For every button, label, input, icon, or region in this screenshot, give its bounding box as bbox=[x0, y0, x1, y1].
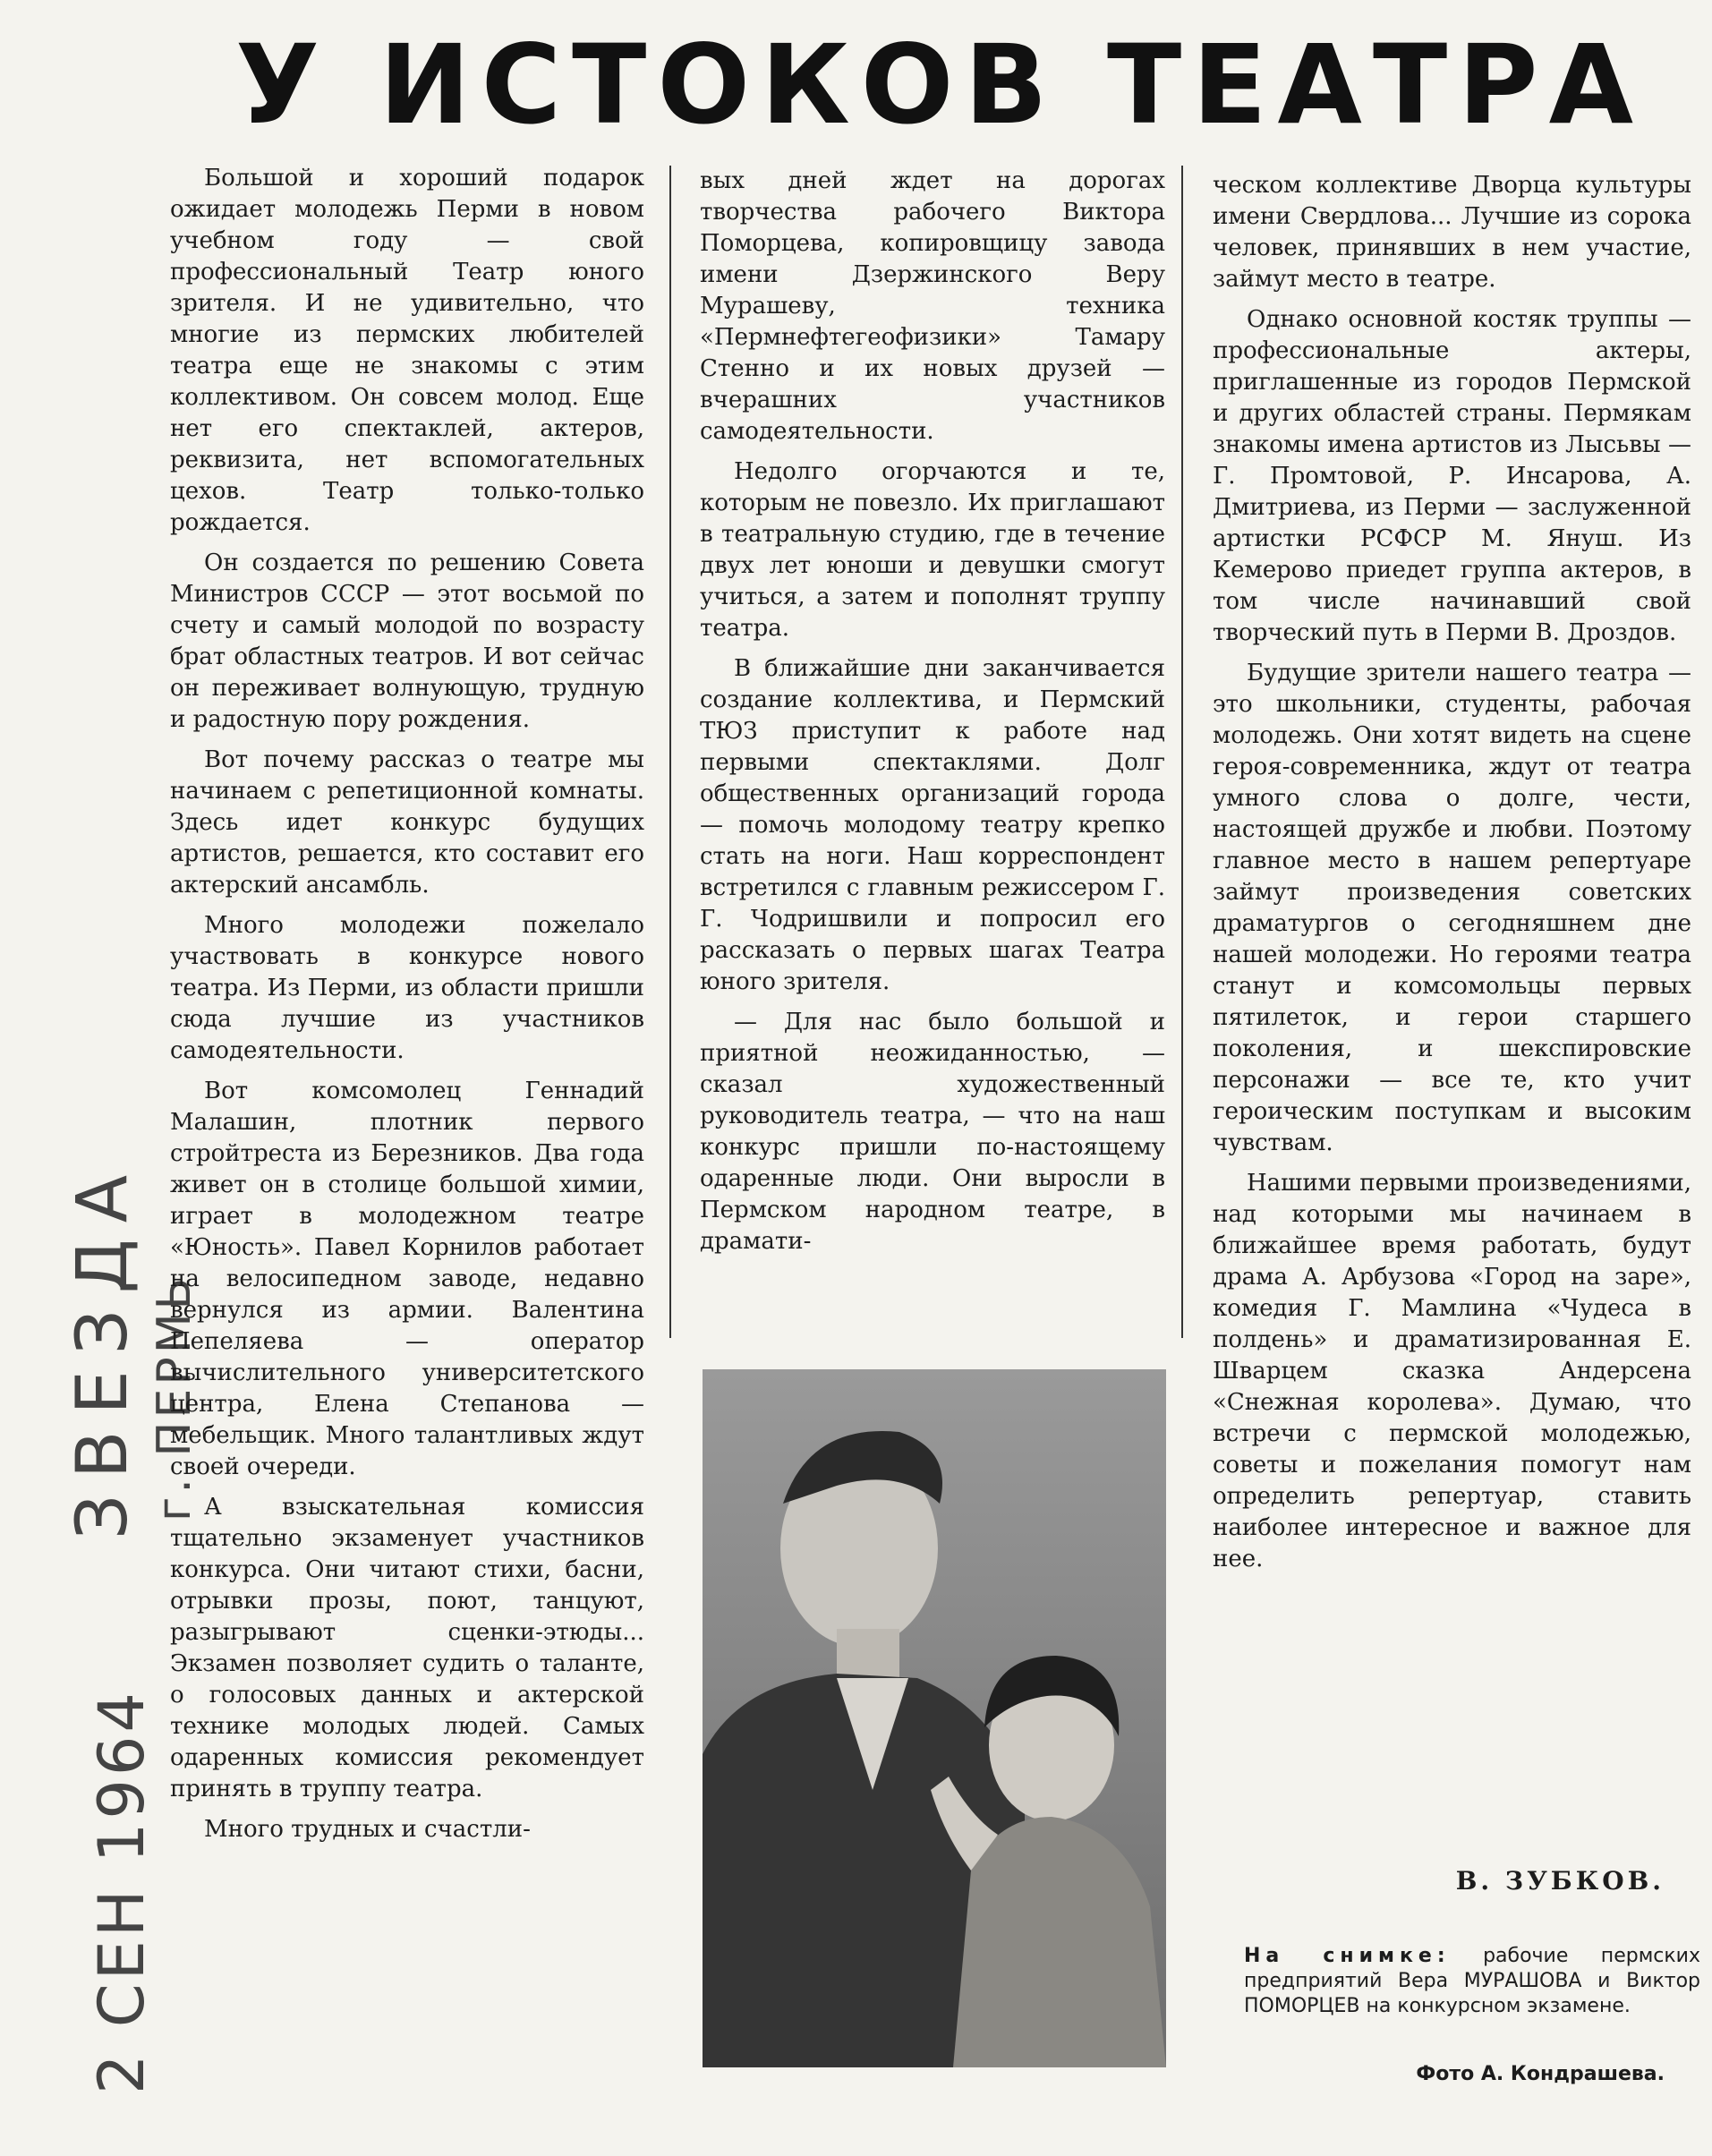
article-photo bbox=[703, 1369, 1166, 2067]
paragraph: Вот комсомолец Геннадий Малашин, плотник первого стройтреста из Березников. Два года живет он в столице большой химии, играет в молодежном театре «Юность». Павел Корнилов работает на велосипедном заводе, недавно вернулся из армии. Валентина Пепеляева — оператор вычислительного университетского центра, Елена Степанова — мебельщик. Много талантливых ждут своей очереди. bbox=[170, 1078, 644, 1480]
paragraph: вых дней ждет на дорогах творчества рабочего Виктора Поморцева, копировщицу завода имени Дзержинского Веру Мурашеву, техника «Пермнефтегеофизики» Тамару Стенно и их новых друзей — вчерашних участников самодеятельности. bbox=[700, 167, 1165, 445]
article-column-3 bbox=[1213, 170, 1691, 1584]
paragraph: ческом коллективе Дворца культуры имени Свердлова... Лучшие из сорока человек, принявших в нем участие, займут место в театре. bbox=[1213, 172, 1691, 293]
paragraph: Много трудных и счастли- bbox=[204, 1816, 531, 1843]
paragraph: В ближайшие дни заканчивается создание коллектива, и Пермский ТЮЗ приступит к работе над первыми спектаклями. Долг общественных организаций города — помочь молодому театру крепко стать на ноги. Наш корреспондент встретился с главным режиссером Г. Г. Чодришвили и попросил его рассказать о первых шагах Театра юного зрителя. bbox=[700, 655, 1165, 995]
headline: У ИСТОКОВ ТЕАТРА bbox=[234, 21, 1645, 149]
caption-lead: На снимке: bbox=[1244, 1945, 1451, 1967]
photo-caption bbox=[1244, 1944, 1700, 2019]
paragraph: Много молодежи пожелало участвовать в конкурсе нового театра. Из Перми, из области пришли сюда лучшие из участников самодеятельности. bbox=[170, 912, 644, 1064]
caption-text: рабочие пермских предприятий Вера МУРАШОВА и Виктор ПОМОРЦЕВ на конкурсном экзамене. bbox=[1244, 1945, 1700, 2017]
paragraph: Большой и хороший подарок ожидает молодежь Перми в новом учебном году — свой профессиональный Театр юного зрителя. И не удивительно, что многие из пермских любителей театра еще не знакомы с этим коллективом. Он совсем молод. Еще нет его спектаклей, актеров, реквизита, нет вспомогательных цехов. Театр только-только рождается. bbox=[170, 165, 644, 536]
newspaper-stamp bbox=[63, 1158, 201, 2130]
article-column-1 bbox=[170, 163, 644, 1854]
paragraph: А взыскательная комиссия тщательно экзаменует участников конкурса. Они читают стихи, басни, отрывки прозы, поют, танцуют, разыгрывают сценки-этюды... Экзамен позволяет судить о таланте, о голосовых данных и актерской технике молодых людей. Самых одаренных комиссия рекомендует принять в труппу театра. bbox=[170, 1494, 644, 1802]
stamp-newspaper-name: ЗВЕЗДА bbox=[63, 1158, 143, 1539]
photo-credit: Фото А. Кондрашева. bbox=[1416, 2063, 1665, 2085]
paragraph: Нашими первыми произведениями, над которыми мы начинаем в ближайшее время работать, будут драма А. Арбузова «Город на заре», комедия Г. Мамлина «Чудеса в полдень» и драматизированная Е. Шварцем сказка Андерсена «Снежная королева». Думаю, что встречи с пермской молодежью, советы и пожелания помогут нам определить репертуар, ставить наиболее интересное и важное для нее. bbox=[1213, 1170, 1691, 1572]
author-byline: В. ЗУБКОВ. bbox=[1455, 1866, 1665, 1896]
column-divider bbox=[1181, 166, 1183, 1338]
column-divider bbox=[669, 166, 671, 1338]
stamp-date: 2 СЕН 1964 bbox=[85, 1689, 158, 2094]
paragraph: Будущие зрители нашего театра — это школьники, студенты, рабочая молодежь. Они хотят видеть на сцене героя-современника, ждут от театра умного слова о долге, чести, настоящей дружбе и любви. Поэтому главное место в нашем репертуаре займут произведения советских драматургов о сегодняшнем дне нашей молодежи. Но героями театра станут и комсомольцы первых пятилеток, и герои старшего поколения, и шекспировские персонажи — все те, кто учит героическим поступкам и высоким чувствам. bbox=[1213, 660, 1691, 1156]
paragraph: Вот почему рассказ о театре мы начинаем с репетиционной комнаты. Здесь идет конкурс будущих артистов, решается, кто составит его актерский ансамбль. bbox=[170, 746, 644, 899]
paragraph: Он создается по решению Совета Министров СССР — этот восьмой по счету и самый молодой по возрасту брат областных театров. И вот сейчас он переживает волнующую, трудную и радостную пору рождения. bbox=[170, 550, 644, 733]
paragraph: — Для нас было большой и приятной неожиданностью, — сказал художественный руководитель театра, — что на наш конкурс пришли по-настоящему одаренные люди. Они выросли в Пермском народном театре, в драмати- bbox=[700, 1009, 1165, 1255]
photo-actors-illustration bbox=[703, 1369, 1166, 2067]
article-column-2 bbox=[700, 166, 1165, 1266]
stamp-city: г. ПЕРМЬ bbox=[148, 1274, 201, 1521]
paragraph: Недолго огорчаются и те, которым не повезло. Их приглашают в театральную студию, где в течение двух лет юноши и девушки смогут учиться, а затем и пополнят труппу театра. bbox=[700, 458, 1165, 642]
paragraph: Однако основной костяк труппы — профессиональные актеры, приглашенные из городов Пермской и других областей страны. Пермякам знакомы имена артистов из Лысьвы — Г. Промтовой, Р. Инсарова, А. Дмитриева, из Перми — заслуженной артистки РСФСР М. Януш. Из Кемерово приедет группа актеров, в том числе начинавший свой творческий путь в Перми В. Дроздов. bbox=[1213, 306, 1691, 646]
